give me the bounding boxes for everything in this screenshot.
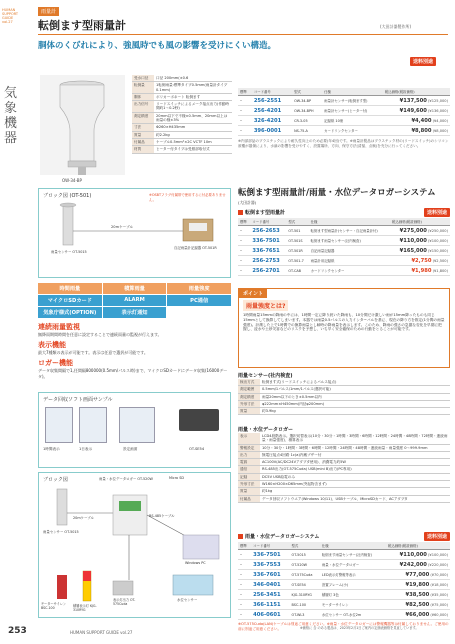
block2-label-cable: 20mケーブル xyxy=(73,516,94,520)
spec1-row xyxy=(132,75,232,82)
table3-model: OT-5015 xyxy=(290,550,320,560)
table2-spec: 雨量計用記録紙 xyxy=(309,256,390,266)
table3-model: BSC-100 xyxy=(290,600,320,610)
screen-thumb-2 xyxy=(79,407,107,443)
system2-shipping-badge: 送料別途 xyxy=(424,532,450,541)
spec1-row xyxy=(132,138,232,145)
logger-spec-key: 外形寸法 xyxy=(238,481,260,488)
table1-header xyxy=(238,88,450,96)
bottom-note: ※価格に 含 のある製品は、2023年2月1日ご案内の定価表価格を見直しています。 xyxy=(300,626,419,630)
screen-label-1: 1時間表示 xyxy=(43,447,60,451)
title-divider xyxy=(38,34,448,35)
table2-std: – xyxy=(238,236,250,246)
logger-spec-key: 表示 xyxy=(238,433,260,444)
table2-price-sub: (¥250,000) xyxy=(426,228,448,233)
block1-cable: 20mケーブル xyxy=(111,225,134,229)
table2-price-sub: (¥1,800) xyxy=(431,268,448,273)
table2-price-main: ¥165,000 xyxy=(399,247,427,254)
spec1-key: 出力信号 xyxy=(132,101,154,113)
table3-price-main: ¥82,500 xyxy=(405,601,430,608)
table2-price-sub: (¥100,000) xyxy=(426,238,448,243)
sensor-spec-key: 質量 xyxy=(238,408,260,415)
side-label: HUMAN SUPPORT GUIDE vol.27 xyxy=(2,8,19,24)
block2-label-tower-light: 積層表示灯 KJG-310RYG xyxy=(73,604,97,612)
table1-spec: 記録紙 10冊 xyxy=(322,116,383,126)
table3-row xyxy=(238,600,450,610)
spec1-row xyxy=(132,93,232,100)
table3-spec: モーターサイレン xyxy=(320,600,386,610)
table3-code: 406-0601 xyxy=(251,610,289,620)
point-heading: 雨量強度とは? xyxy=(243,300,288,311)
spec1-row xyxy=(132,146,232,153)
block2-label-siren: モーターサイレン BSC-100 xyxy=(41,602,67,610)
table1-price-sub: (¥8,000) xyxy=(431,128,448,133)
logger-spec-value: DC5V USB給電のみ xyxy=(260,473,450,480)
block2-label-light-output: 表示灯出力 OT-575Cuda xyxy=(113,598,136,606)
table3-price-sub: (¥70,000) xyxy=(429,572,448,577)
table1-header-cell: 税込価格(税抜価格) xyxy=(383,88,450,96)
block1-sensor: 雨量センサー OT-5015 xyxy=(51,250,87,254)
table2-price-sub: (¥2,500) xyxy=(431,258,448,263)
system2-title: 雨量・水位データロガーシステム xyxy=(238,533,319,540)
spec1-key: 転倒量 xyxy=(132,82,154,94)
logger-spec-row xyxy=(238,451,450,458)
logger-spec-row xyxy=(238,473,450,480)
feature-tag: 時間雨量 xyxy=(38,283,102,294)
feature-heading-1: 連続雨量監視 xyxy=(38,323,80,331)
logger-spec-key: 付属品 xyxy=(238,495,260,502)
spec1-key: 胴体 xyxy=(132,93,154,100)
table3-row xyxy=(238,560,450,570)
table3-model: OT-SE54 xyxy=(290,580,320,590)
table3-price xyxy=(386,590,450,600)
table3-code: 256-3451 xyxy=(251,590,289,600)
table2-row xyxy=(238,256,450,266)
sensor-spec xyxy=(238,372,450,415)
table1-header-cell: 仕様 xyxy=(322,88,383,96)
spec1-key: 付属品 xyxy=(132,138,154,145)
block2-label-water-sensor: 水位センサー xyxy=(177,598,198,602)
table2-header-cell: 仕様 xyxy=(309,218,390,226)
point-box xyxy=(238,288,450,368)
page-title: 転倒ます型雨量計 xyxy=(38,19,126,32)
block2-label-logger: 雨量・水位データロガー OT-520W xyxy=(99,477,153,481)
spec1-value: 口径 200mm(±0.6 xyxy=(154,75,232,82)
screen-samples-title: データ回収ソフト画面サンプル xyxy=(43,397,113,403)
sensor-spec-row xyxy=(238,408,450,415)
table3-price xyxy=(386,560,450,570)
feature-tags xyxy=(38,283,231,318)
system-shipping-badge: 送料別途 xyxy=(424,208,450,217)
feature-heading-2: 表示機能 xyxy=(38,341,66,350)
table3-header-cell: 型式 xyxy=(290,542,320,550)
spec-table-1 xyxy=(132,75,232,154)
table1-header-cell: 標準 xyxy=(238,88,252,96)
table2-std: – xyxy=(238,256,250,266)
table2-header-cell: 型式 xyxy=(286,218,308,226)
table1-header-cell: コード番号 xyxy=(252,88,292,96)
table1-std: – xyxy=(238,126,252,136)
table2-model: OT-CAB xyxy=(286,266,308,276)
spec1-value: 1転倒雨量:標準タイプ0.5mm(雨量計タイプ0.1mm) xyxy=(154,82,232,94)
spec1-value: ヒーター付タイプは受照部取付式 xyxy=(154,146,232,153)
table3-price xyxy=(386,550,450,560)
sensor-spec-value: 転倒ます式(リードスイッチによるパルス接点) xyxy=(260,379,450,386)
table3-price-main: ¥77,000 xyxy=(405,571,430,578)
product-table-2 xyxy=(238,218,450,276)
table2-model: OT-501-7 xyxy=(286,256,308,266)
table2-code: 256-2753 xyxy=(250,256,286,266)
table2-spec: カードリンクセンター xyxy=(309,266,390,276)
block2-label-sensor: 雨量センサー OT-5015 xyxy=(43,530,79,534)
logger-spec xyxy=(238,426,450,503)
rain-gauge-photo xyxy=(40,75,125,170)
table1-price-main: ¥4,400 xyxy=(411,117,432,124)
table2-code: 256-2701 xyxy=(250,266,286,276)
spec1-row xyxy=(132,124,232,131)
sensor-spec-row xyxy=(238,393,450,400)
table2-spec: 転倒ます雨量センサー(社内検査) xyxy=(309,236,390,246)
spec1-key: 測定精度 xyxy=(132,112,154,124)
table3-row xyxy=(238,590,450,600)
logger-spec-value: 10分・30分・1時間・3時間・6時間・12時間・24時間・48時間・連続雨量・雨量強度 0〜999.9mm xyxy=(260,444,450,451)
screen-model: OT-SE54 xyxy=(189,447,205,451)
shipping-badge: 送料別途 xyxy=(410,57,436,66)
feature-tag: 気象庁様式(OPTION) xyxy=(38,307,102,318)
device-photo xyxy=(179,409,219,431)
table3-code: 336-7601 xyxy=(251,570,289,580)
screen-thumb-1 xyxy=(45,407,73,443)
table3-header-cell: 税込価格(税抜価格) xyxy=(386,542,450,550)
table3-price-main: ¥242,000 xyxy=(399,561,427,568)
table1-price-sub: (¥125,000) xyxy=(426,98,448,103)
table2-price xyxy=(390,246,450,256)
table2-header-cell: 標準 xyxy=(238,218,250,226)
logger-spec-row xyxy=(238,481,450,488)
sensor-spec-value: 0.5mm/1パルス/1mm/1パルス(選択可能) xyxy=(260,386,450,393)
table2-header xyxy=(238,218,450,226)
table3-price xyxy=(386,570,450,580)
table1-price-main: ¥137,500 xyxy=(399,97,427,104)
table1-price xyxy=(383,116,450,126)
logger-spec-key: 通信 xyxy=(238,466,260,473)
table3-code: 366-1151 xyxy=(251,600,289,610)
table1-price xyxy=(383,126,450,136)
table3-header-cell: 標準 xyxy=(238,542,251,550)
block2-label-microsd: Micro SD xyxy=(169,476,184,480)
table3-price-main: ¥66,000 xyxy=(405,611,430,618)
logger-spec-row xyxy=(238,495,450,502)
table2-price-main: ¥110,000 xyxy=(399,237,427,244)
table2-price-main: ¥2,750 xyxy=(411,257,432,264)
spec1-key: 質量 xyxy=(132,131,154,138)
table2-price xyxy=(390,236,450,246)
spec1-value: リードスイッチによるメーク接点出力(作動時間約1〜0.2秒) xyxy=(154,101,232,113)
table3-price-sub: (¥60,000) xyxy=(429,612,448,617)
table1-model: OW-34-BPH xyxy=(292,106,322,116)
product-table-3 xyxy=(238,542,450,631)
block2-title: ブロック図 xyxy=(43,477,68,483)
block2-label-rs485: RS-485ケーブル xyxy=(149,514,175,518)
maker-name: (大田計器製作所) xyxy=(380,24,412,29)
table3-std: – xyxy=(238,570,251,580)
table1-code: 256-2551 xyxy=(252,96,292,106)
table3-spec: 雨量・水位データロガー xyxy=(320,560,386,570)
sensor-spec-row xyxy=(238,379,450,386)
logger-spec-row xyxy=(238,459,450,466)
table3-price xyxy=(386,610,450,620)
table1-model: OW-34-BP xyxy=(292,96,322,106)
system2-header xyxy=(238,532,450,541)
table2-code: 256-2653 xyxy=(250,226,286,236)
page-number: 253 xyxy=(8,626,27,636)
table3-row xyxy=(238,610,450,620)
table3-spec: 積層灯 3色 xyxy=(320,590,386,600)
table3-price xyxy=(386,600,450,610)
table1-spec: 雨量計センサー(ヒーター付) xyxy=(322,106,383,116)
table3-header-cell: コード番号 xyxy=(251,542,289,550)
product-table-1 xyxy=(238,88,450,148)
sensor-spec-value: 約3.9kg xyxy=(260,408,450,415)
table3-header xyxy=(238,542,450,550)
table2-row xyxy=(238,226,450,236)
table3-price xyxy=(386,580,450,590)
table2-std: – xyxy=(238,226,250,236)
logger-spec-row xyxy=(238,433,450,444)
logger-spec-key: 記録 xyxy=(238,473,260,480)
table3-std: – xyxy=(238,610,251,620)
table3-spec: 設置フレーム(小) xyxy=(320,580,386,590)
logger-spec-row xyxy=(238,444,450,451)
feature-tag: 積算雨量 xyxy=(103,283,167,294)
table3-price-sub: (¥100,000) xyxy=(426,552,448,557)
spec1-value: 約2.2kg xyxy=(154,131,232,138)
table1-row xyxy=(238,96,450,106)
category-badge: 雨量計 xyxy=(38,7,59,16)
table3-code: 336-7553 xyxy=(251,560,289,570)
table1-notes: ※内部部品のプラスチックにより耐久性向上のため必要(年4回)です。※雨量計製品はプラスチック材の(リードスイッチ)のシリコン被覆が損傷により、水滴の影響を受けやすく、設置場所、方向、保守方法(清掃、点検)を充分に行ってください。 xyxy=(238,139,449,148)
block1-note: ※OSBTフラグ付属帯で使用するに付必要ありません。 xyxy=(149,193,226,202)
table2-price-main: ¥275,000 xyxy=(399,227,427,234)
spec1-value: 20mm以下で不様±0.5mm、20mm以上は雨量の様±3% xyxy=(154,112,232,124)
sensor-spec-title: 雨量センサー(社内検査) xyxy=(238,373,293,379)
system-sub1-title: 転倒ます型雨量計 xyxy=(238,209,285,216)
table1-std: – xyxy=(238,96,252,106)
table1-row xyxy=(238,106,450,116)
table3-row xyxy=(238,570,450,580)
table3-price-main: ¥19,800 xyxy=(405,581,430,588)
table3-price-main: ¥110,000 xyxy=(399,551,427,558)
table3-price-sub: (¥75,000) xyxy=(429,602,448,607)
table1-spec: 雨量計センサー(転倒ます型) xyxy=(322,96,383,106)
spec1-row xyxy=(132,131,232,138)
system2-notes: ※OT-575Cuda(LAN)ケーブルは別途ご用意ください。※雨量・水位データロガーには警報機器等は付属しておりません。ご使用の前に別途ご用意ください。 xyxy=(238,622,449,631)
system-title: 転倒ます型雨量計/雨量・水位データロガーシステム xyxy=(238,188,436,198)
point-body: 1時間雨量15mmの降雨の中には、1時間一定に降り続いた降雨も、10分間だけ激しい雨が15mm降ったものも同じ15mmとして換算してしまいます。本器では雨量0.5パルスの入力インターバルを基に、現在の降り方を推定(1分間の雨量強度)。計測した上で1時間での換算雨量とし瞬時の降雨量を表示します。このため、降雨の強さの急激な変化を早期に把握し、浸水や土砂災害などのリスクを予想し、いち早く安全確保のための行動をとることが可能です。 xyxy=(243,313,445,332)
block2-label-pc: Windows PC xyxy=(185,561,206,565)
table1-spec: カードリンクセンター xyxy=(322,126,383,136)
spec1-key: 材質 xyxy=(132,146,154,153)
table2-price xyxy=(390,226,450,236)
table2-model: OT-501R xyxy=(286,246,308,256)
logger-spec-value: W160×H200×D65mm(突起物含まず) xyxy=(260,481,450,488)
table2-price-main: ¥1,980 xyxy=(411,267,432,274)
footer-text: HUMAN SUPPORT GUIDE vol.27 xyxy=(70,630,133,635)
logger-spec-value: 無電圧接点4回路 1c(a)内蔵ブザー付 xyxy=(260,451,450,458)
table3-row xyxy=(238,580,450,590)
logger-spec-title: 雨量・水位データロガー xyxy=(238,427,294,433)
table3-std: – xyxy=(238,560,251,570)
logger-spec-row xyxy=(238,466,450,473)
table3-model: OT-WL3 xyxy=(290,610,320,620)
logger-spec-value: データ回収ソフトウエア(Windows 10/11)、USBケーブル、MicroSDカード、ACアダプタ xyxy=(260,495,450,502)
table3-price-sub: (¥18,000) xyxy=(429,582,448,587)
logger-spec-value: 約1kg xyxy=(260,488,450,495)
table3-spec: LED表示灯警報等表示 xyxy=(320,570,386,580)
table1-model: CR-3-05 xyxy=(292,116,322,126)
table3-spec: 水位センサー OT-水位2m xyxy=(320,610,386,620)
table3-model: KJG-310RYG xyxy=(290,590,320,600)
table3-std: – xyxy=(238,590,251,600)
spec1-value: ボリカーボネート 転倒ます xyxy=(154,93,232,100)
screen-thumb-3 xyxy=(119,407,155,443)
lead-text: 胴体のくびれにより、強風時でも風の影響を受けにくい構造。 xyxy=(38,41,277,51)
table1-price xyxy=(383,106,450,116)
feature-tag: ALARM xyxy=(103,295,167,306)
feature-text-3: データ収集間隔で1,任間隔800000(0.5mm/パルス時)まで、マイクロSDカードにデータ収集(16000データ)。 xyxy=(38,368,228,379)
spec1-value: Φ260×H435mm xyxy=(154,124,232,131)
feature-tag: マイクロSDカード xyxy=(38,295,102,306)
table1-std: – xyxy=(238,116,252,126)
feature-tag: 表示灯通知 xyxy=(103,307,167,318)
table2-code: 336-7651 xyxy=(250,246,286,256)
feature-text-2: 最大7種類の表示が可能です。表示は任意で選択が可能です。 xyxy=(38,350,148,356)
table2-row xyxy=(238,246,450,256)
feature-tag: PC通信 xyxy=(167,295,231,306)
table1-header-cell: 型式 xyxy=(292,88,322,96)
table2-row xyxy=(238,236,450,246)
table2-std: – xyxy=(238,246,250,256)
table2-header-cell: コード番号 xyxy=(250,218,286,226)
sensor-spec-row xyxy=(238,400,450,407)
screen-label-2: 1日表示 xyxy=(79,447,93,451)
table1-row xyxy=(238,116,450,126)
table2-spec: 自記雨量記録器 xyxy=(309,246,390,256)
table1-std: – xyxy=(238,106,252,116)
features-section xyxy=(38,322,231,379)
block-diagram-1 xyxy=(38,188,231,278)
table1-code: 256-4201 xyxy=(252,106,292,116)
table1-price-sub: (¥4,000) xyxy=(431,118,448,123)
table2-spec: 転倒ます型雨量計(センサー・自記雨量計付) xyxy=(309,226,390,236)
block-diagram-2 xyxy=(38,472,231,618)
screen-label-3: 設定画面 xyxy=(123,447,138,451)
table3-std: – xyxy=(238,550,251,560)
logger-spec-key: 出力 xyxy=(238,451,260,458)
table1-code: 326-4201 xyxy=(252,116,292,126)
feature-heading-3: ロガー機能 xyxy=(38,359,73,368)
table1-price xyxy=(383,96,450,106)
table2-header-cell: 税込価格(税抜価格) xyxy=(390,218,450,226)
table3-std: – xyxy=(238,600,251,610)
point-label: ポイント xyxy=(239,289,267,298)
table2-price xyxy=(390,266,450,276)
table2-row xyxy=(238,266,450,276)
feature-text-1: 無降雨期間時間を任意に設定することで連続雨量の監視が行えます。 xyxy=(38,332,162,337)
table2-price xyxy=(390,256,450,266)
gauge-caption: OW-34-BP xyxy=(62,178,82,183)
logger-spec-key: 質量 xyxy=(238,488,260,495)
table2-model: OT-501 xyxy=(286,226,308,236)
block1-title: ブロック図 (OT-501) xyxy=(43,193,92,199)
table3-model: OT-520W xyxy=(290,560,320,570)
table3-row xyxy=(238,550,450,560)
side-tab xyxy=(0,0,24,644)
table3-code: 336-7501 xyxy=(251,550,289,560)
logger-spec-key: 電源 xyxy=(238,459,260,466)
sensor-spec-key: 測定精度 xyxy=(238,393,260,400)
logger-spec-value: LCD4段階表示。選択切替表示(10分・30分・1時間・3時間・6時間・12時間・24時間・48時間・72時間・連続雨量・雨量強度)、積算表示 xyxy=(260,433,450,444)
table3-price-main: ¥38,500 xyxy=(405,591,430,598)
sensor-spec-key: 外形寸法 xyxy=(238,400,260,407)
sensor-spec-key: 検出方式 xyxy=(238,379,260,386)
logger-spec-value: AC100V(AC/DC24Vアダプタ使用)、消費電力約5W xyxy=(260,459,450,466)
logger-spec-value: RS-485出力(OT-575Cuda) USB(mini B)出力(PC専用) xyxy=(260,466,450,473)
table3-std: – xyxy=(238,580,251,590)
table3-spec: 転倒ます雨量センサー(社内検査) xyxy=(320,550,386,560)
feature-tag: 雨量強度 xyxy=(167,283,231,294)
spec1-value: ケーブル0.5mm²×2C VCTF 10m xyxy=(154,138,232,145)
block1-logger: 自記雨量計記録器 OT-501R xyxy=(174,246,217,250)
spec1-row xyxy=(132,112,232,124)
system-maker: (大田計器) xyxy=(238,200,257,205)
table3-header-cell: 仕様 xyxy=(320,542,386,550)
table1-model: NS-75-A xyxy=(292,126,322,136)
table3-price-sub: (¥35,000) xyxy=(429,592,448,597)
table2-price-sub: (¥150,000) xyxy=(426,248,448,253)
table1-price-sub: (¥136,000) xyxy=(426,108,448,113)
spec1-row xyxy=(132,82,232,94)
table2-code: 336-7501 xyxy=(250,236,286,246)
table1-row xyxy=(238,126,450,136)
table3-price-sub: (¥220,000) xyxy=(426,562,448,567)
table1-price-main: ¥8,800 xyxy=(411,127,432,134)
table3-model: OT-575Cuda xyxy=(290,570,320,580)
table3-code: 346-0401 xyxy=(251,580,289,590)
spec1-key: 受水口径 xyxy=(132,75,154,82)
table1-price-main: ¥149,600 xyxy=(399,107,427,114)
side-vertical-title: 気象機器 xyxy=(4,86,18,146)
logger-spec-row xyxy=(238,488,450,495)
table2-model: OT-501S xyxy=(286,236,308,246)
sensor-spec-value: 雨量20mm以下のとき±0.5mm以内 xyxy=(260,393,450,400)
table2-std: – xyxy=(238,266,250,276)
logger-spec-key: 警報設定 xyxy=(238,444,260,451)
sensor-spec-row xyxy=(238,386,450,393)
spec1-row xyxy=(132,101,232,113)
sensor-spec-value: φ222mm×H450mm(内径φ200mm) xyxy=(260,400,450,407)
screen-samples xyxy=(38,392,231,468)
spec1-key: 寸法 xyxy=(132,124,154,131)
sensor-spec-key: 測定範囲 xyxy=(238,386,260,393)
system-sub1-row xyxy=(238,208,450,217)
table1-code: 396-0001 xyxy=(252,126,292,136)
